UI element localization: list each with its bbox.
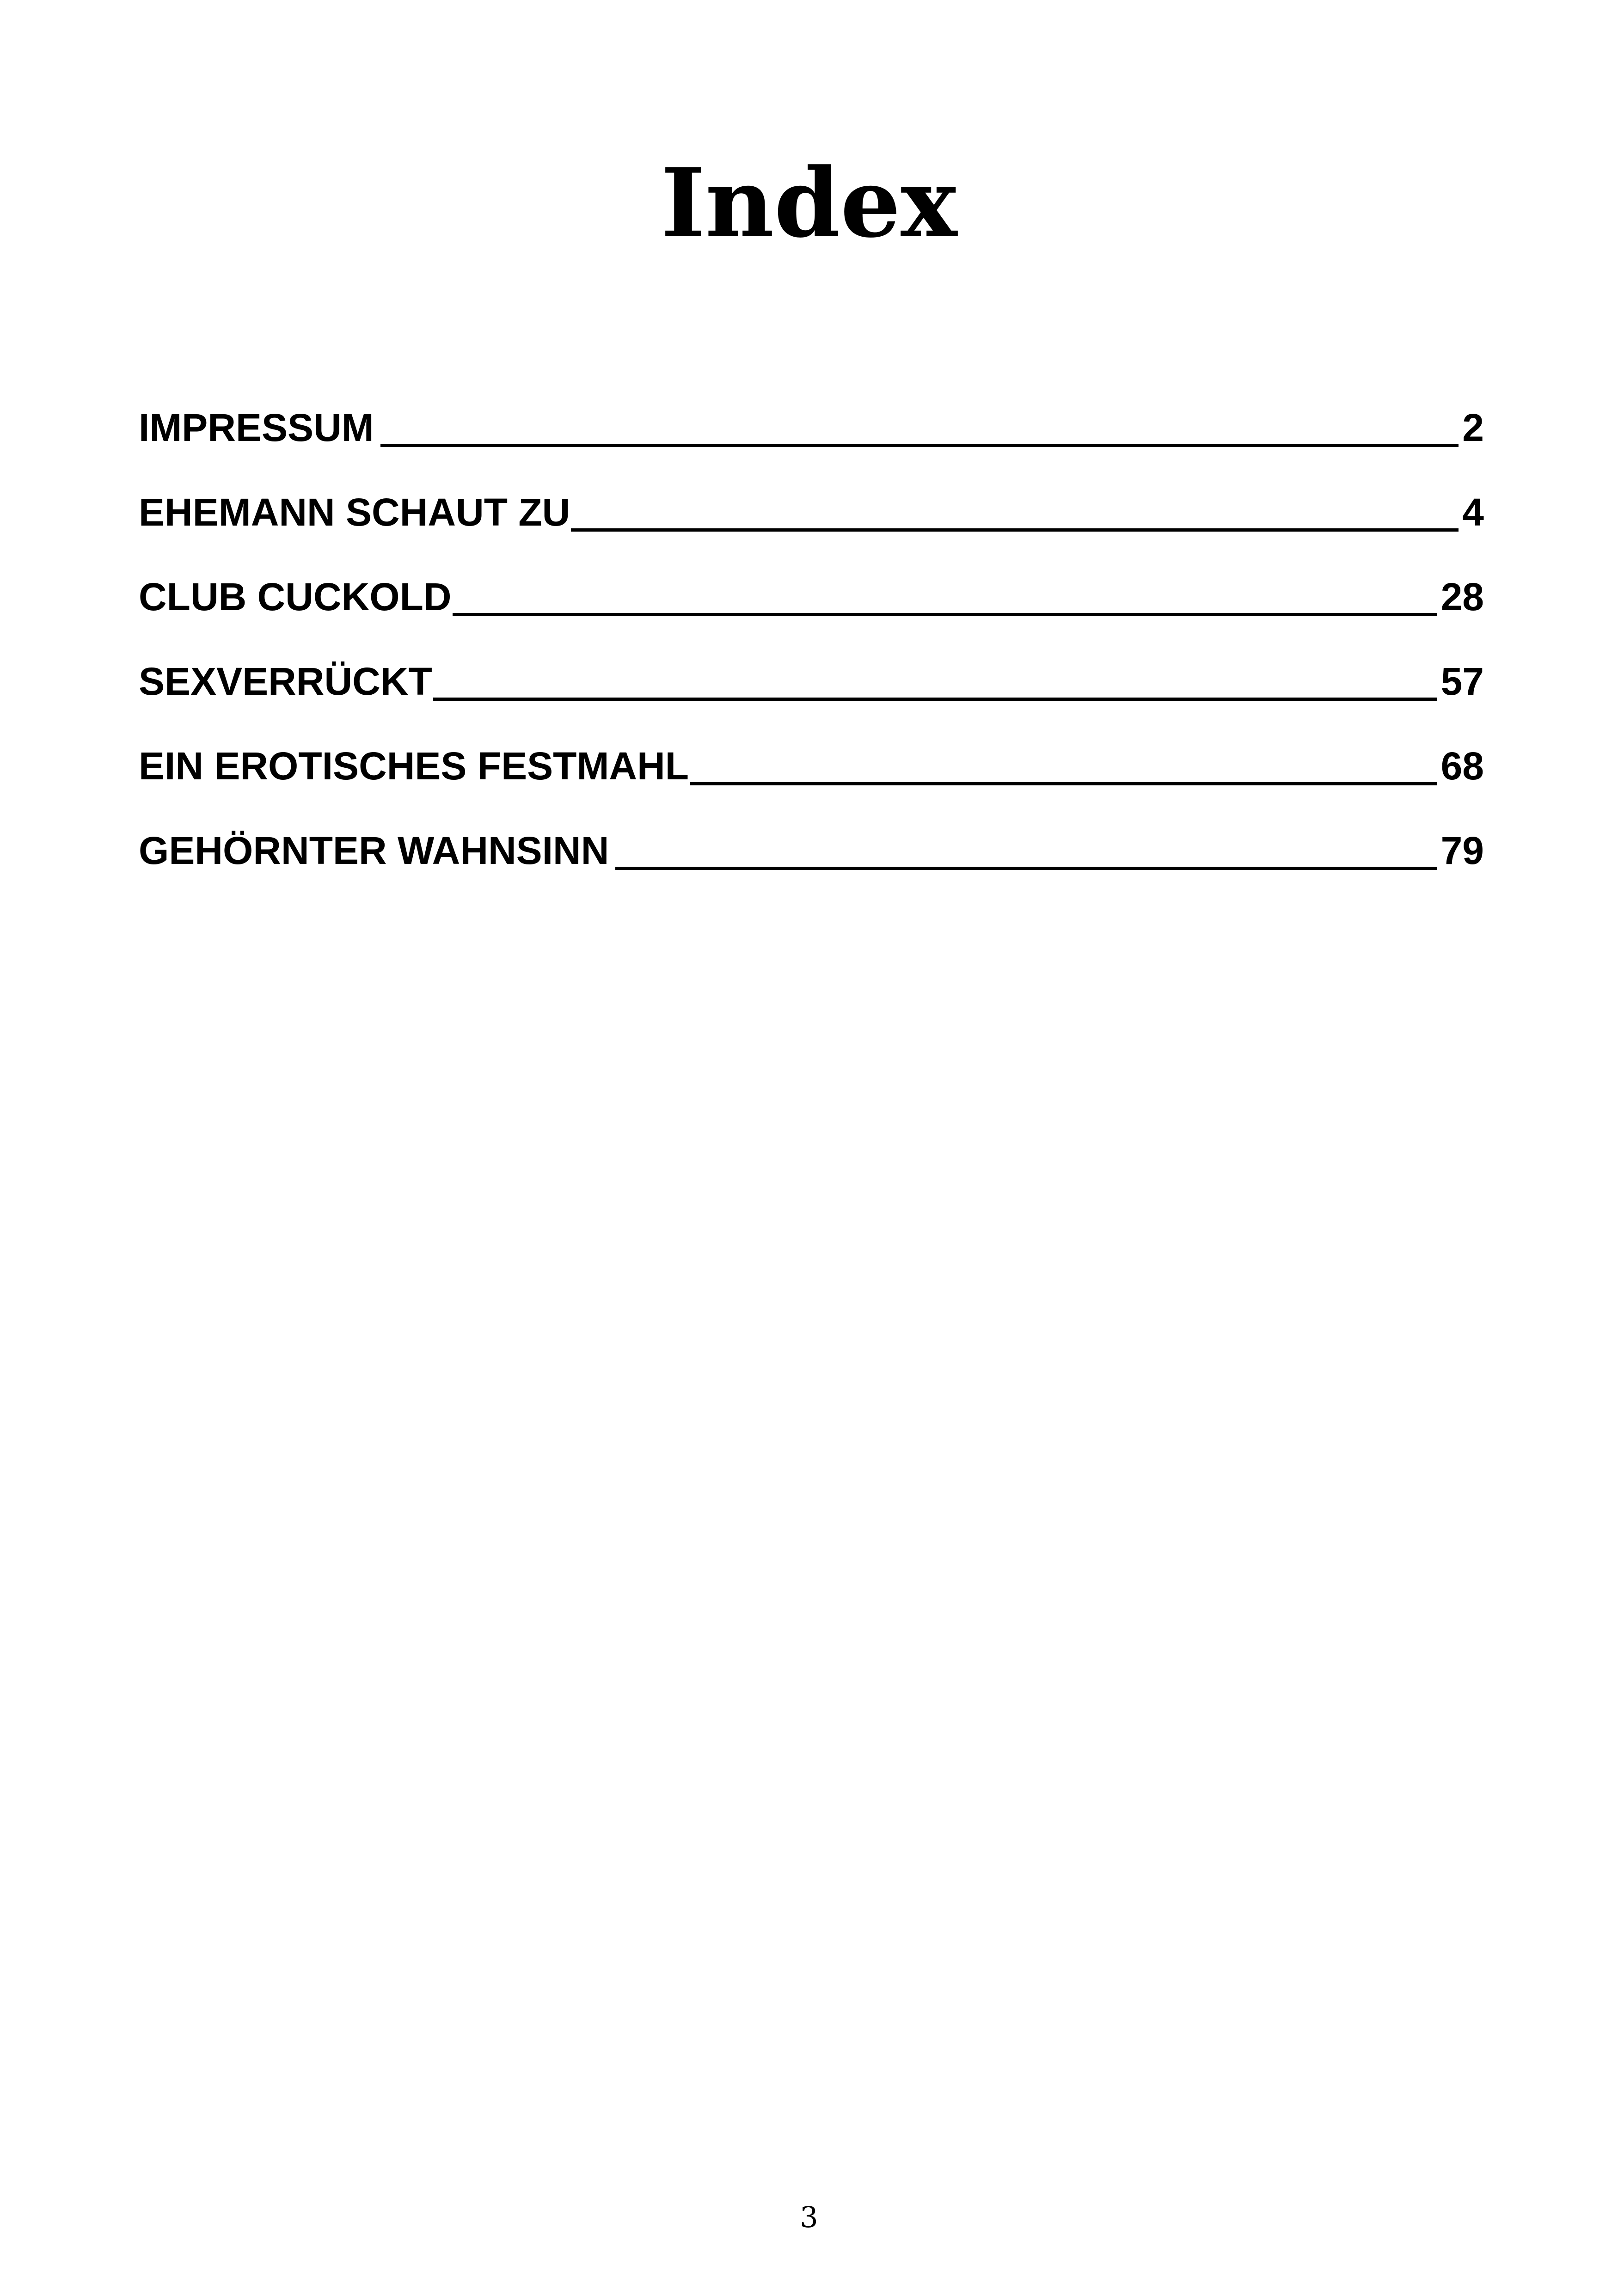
toc-entry-sexverrueckt[interactable]	[139, 624, 1484, 708]
toc-entry-title: IMPRESSUM	[139, 406, 374, 449]
toc-entry-title: EIN EROTISCHES FESTMAHL	[139, 744, 689, 788]
toc-entry-title: CLUB CUCKOLD	[139, 575, 452, 618]
toc-entry-page: 28	[1440, 575, 1484, 618]
toc-leader-line	[380, 444, 1459, 447]
toc-entry-gehoernter-wahnsinn[interactable]	[139, 793, 1484, 877]
page-title: Index	[661, 148, 957, 259]
table-of-contents	[139, 370, 1484, 877]
toc-entry-page: 79	[1440, 829, 1484, 872]
toc-entry-title: GEHÖRNTER WAHNSINN	[139, 829, 609, 872]
toc-entry-ehemann-schaut-zu[interactable]	[139, 454, 1484, 539]
toc-entry-title: SEXVERRÜCKT	[139, 660, 432, 703]
page-number: 3	[800, 2200, 818, 2234]
toc-leader-line	[433, 698, 1437, 701]
toc-entry-page: 4	[1462, 490, 1484, 534]
toc-leader-line	[690, 782, 1437, 785]
toc-entry-page: 2	[1462, 406, 1484, 449]
toc-entry-impressum[interactable]	[139, 370, 1484, 454]
toc-entry-page: 57	[1440, 660, 1484, 703]
toc-entry-club-cuckold[interactable]	[139, 539, 1484, 624]
toc-entry-page: 68	[1440, 744, 1484, 788]
toc-entry-ein-erotisches-festmahl[interactable]	[139, 708, 1484, 793]
toc-leader-line	[453, 613, 1437, 616]
toc-entry-title: EHEMANN SCHAUT ZU	[139, 490, 570, 534]
toc-leader-line	[571, 528, 1459, 532]
toc-leader-line	[615, 867, 1437, 870]
